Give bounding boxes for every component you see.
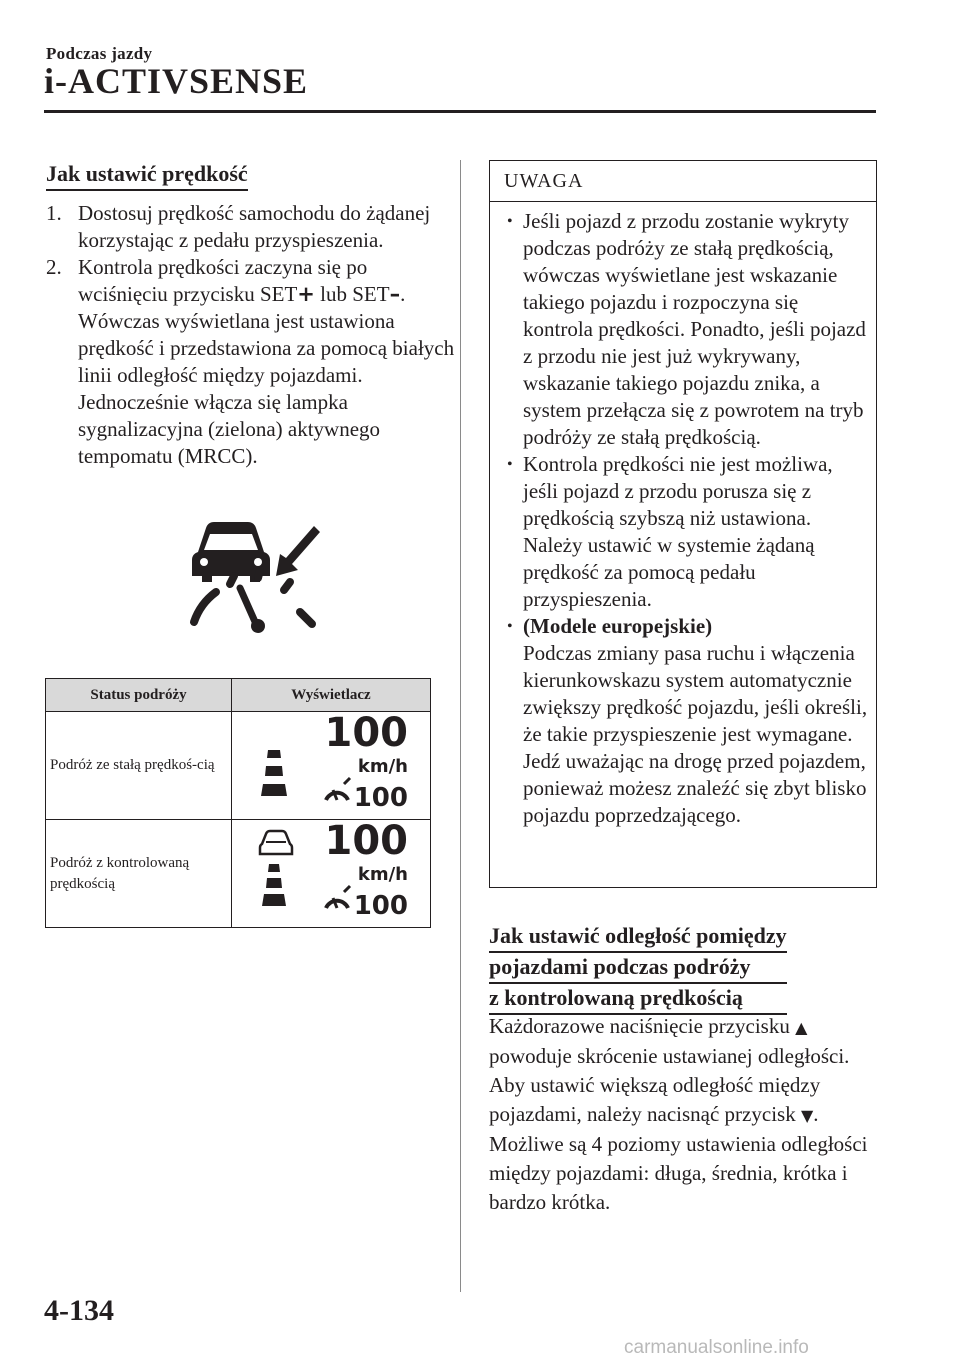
column-header: Wyświetlacz	[232, 679, 431, 712]
note-title: UWAGA	[490, 161, 876, 202]
minus-icon: –	[389, 282, 401, 306]
status-cell: Podróż ze stałą prędkoś-cią	[46, 712, 232, 820]
set-speed: 100	[353, 783, 408, 812]
speed-unit: km/h	[357, 864, 408, 885]
current-speed: 100	[324, 712, 408, 756]
cruise-display-graphic	[236, 820, 426, 920]
down-arrow-icon: ▼	[800, 1106, 814, 1125]
bullet-icon: •	[507, 618, 513, 635]
note-item: • Kontrola prędkości nie jest możliwa, jeśli pojazd z przodu porusza się z prędkością szybszą niż ustawiona. Należy ustawić w systemie żądaną prędkość za pomocą pedału przyspieszenia.	[507, 452, 833, 611]
up-arrow-icon: ▲	[795, 1018, 808, 1037]
current-speed: 100	[324, 820, 408, 864]
set-speed: 100	[353, 891, 408, 920]
mrcc-indicator-icon	[176, 516, 326, 636]
watermark: carmanualsonline.info	[624, 1337, 809, 1358]
table-row	[46, 712, 431, 820]
distance-setting-heading: Jak ustawić odległość pomiędzy pojazdami podczas podróży z kontrolowaną prędkością	[489, 922, 787, 1015]
speed-unit: km/h	[357, 756, 408, 777]
section-label: Podczas jazdy	[46, 44, 153, 63]
column-separator	[460, 160, 461, 1292]
bullet-icon: •	[507, 456, 513, 473]
status-cell: Podróż z kontrolowaną prędkością	[46, 820, 232, 928]
travel-status-table	[45, 678, 431, 928]
display-cell	[232, 820, 431, 928]
chapter-title: i-ACTIVSENSE	[44, 61, 309, 101]
plus-icon: +	[297, 282, 315, 306]
note-item: • (Modele europejskie) Podczas zmiany pasa ruchu i włączenia kierunkowskazu system automatycznie zwiększy prędkość pojazdu, jeśli określi, że takie przyspieszenie jest wymagane. Jedź uważając na drogę przed pojazdem, ponieważ możesz znaleźć się zbyt blisko pojazdu poprzedzającego.	[507, 614, 868, 827]
cruise-display-graphic	[236, 712, 426, 812]
steps-list	[46, 200, 456, 470]
note-item-label: (Modele europejskie)	[523, 614, 713, 638]
step-item: 2. Kontrola prędkości zaczyna się po wciśnięciu przycisku SET+ lub SET–. Wówczas wyświetlana jest ustawiona prędkość i przedstawiona za pomocą białych linii odległość między pojazdami. Jednocześnie włącza się lampka sygnalizacyjna (zielona) aktywnego tempomatu (MRCC).	[46, 255, 455, 468]
note-list	[490, 202, 876, 829]
note-item: • Jeśli pojazd z przodu zostanie wykryty podczas podróży ze stałą prędkością, wówczas wyświetlane jest wskazanie takiego pojazdu i rozpoczyna się kontrola prędkości. Ponadto, jeśli pojazd z przodu nie jest już wykrywany, wskazanie takiego pojazdu znika, a system przełącza się z powrotem na tryb podróży ze stałą prędkością.	[507, 209, 866, 449]
note-box	[489, 160, 877, 888]
page-number: 4-134	[44, 1294, 114, 1327]
table-header-row	[46, 679, 431, 712]
step-item: 1. Dostosuj prędkość samochodu do żądanej korzystając z pedału przyspieszenia.	[46, 201, 431, 252]
bullet-icon: •	[507, 213, 513, 230]
header-rule	[44, 110, 876, 113]
speed-setting-heading: Jak ustawić prędkość	[46, 160, 248, 191]
display-cell	[232, 712, 431, 820]
table-row	[46, 820, 431, 928]
column-header: Status podróży	[46, 679, 232, 712]
distance-paragraph: Każdorazowe naciśnięcie przycisku ▲ powoduje skrócenie ustawianej odległości. Aby ustawić większą odległość między pojazdami, należy nacisnąć przycisk ▼. Możliwe są 4 poziomy ustawienia odległości między pojazdami: długa, średnia, krótka i bardzo krótka.	[489, 1014, 868, 1214]
